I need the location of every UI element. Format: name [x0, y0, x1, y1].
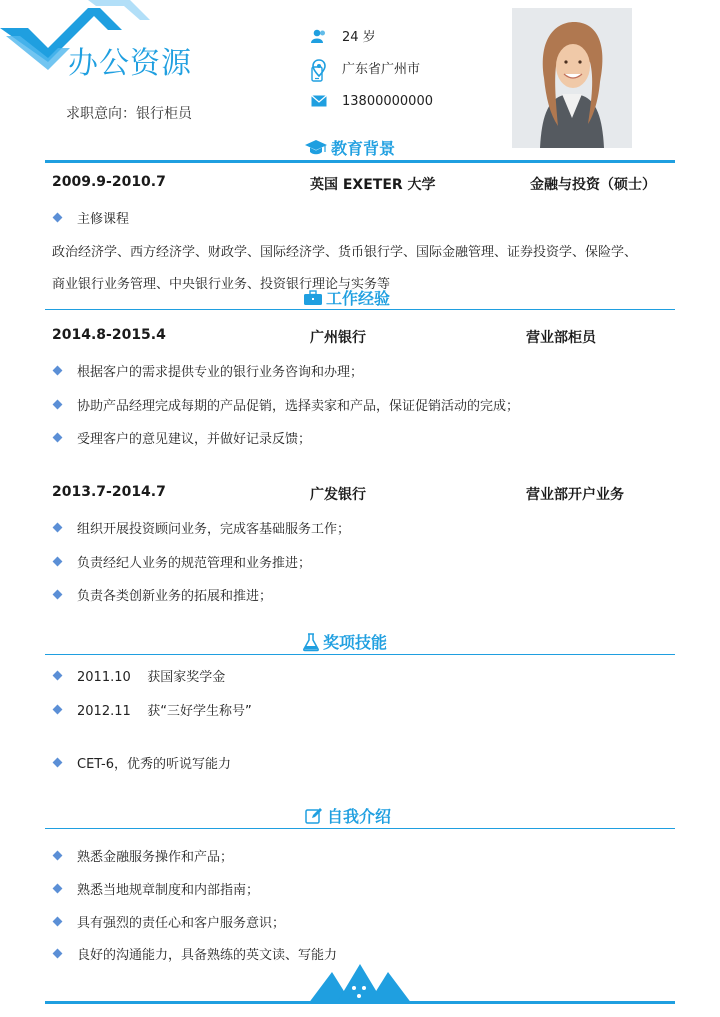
duty-text: 负责经纪人业务的规范管理和业务推进； — [77, 556, 312, 571]
award-text: CET-6，优秀的听说写能力 — [77, 757, 232, 772]
courses-line-2: 商业银行业务管理、中央银行业务、投资银行理论与实务等 — [52, 277, 391, 292]
flask-icon — [303, 633, 319, 651]
diamond-bullet-icon — [53, 590, 63, 600]
diamond-bullet-icon — [53, 758, 63, 768]
duty-text: 根据客户的需求提供专业的银行业务咨询和办理； — [77, 365, 364, 380]
mail-icon — [310, 92, 328, 110]
award-text: 2011.10 获国家奖学金 — [77, 670, 226, 685]
section-divider — [45, 828, 675, 829]
award-text: 2012.11 获“三好学生称号” — [77, 704, 252, 719]
list-item — [52, 666, 225, 685]
diamond-bullet-icon — [53, 949, 63, 959]
diamond-bullet-icon — [53, 523, 63, 533]
diamond-bullet-icon — [53, 400, 63, 410]
list-item — [52, 208, 129, 227]
section-divider — [45, 309, 675, 310]
person-icon — [310, 27, 328, 45]
graduation-cap-icon — [305, 139, 327, 157]
self-intro-text: 熟悉当地规章制度和内部指南； — [77, 883, 260, 898]
section-divider — [45, 654, 675, 655]
edit-icon — [305, 807, 323, 825]
self-intro-text: 具有强烈的责任心和客户服务意识； — [77, 916, 286, 931]
job-company: 广发银行 — [310, 487, 366, 503]
footer-mountain-icon — [308, 962, 412, 1004]
section-awards-label: 奖项技能 — [323, 633, 388, 652]
education-period: 2009.9-2010.7 — [52, 174, 166, 190]
list-item — [52, 518, 350, 537]
section-self-intro — [305, 804, 391, 827]
job-intent: 求职意向：银行柜员 — [66, 106, 192, 122]
diamond-bullet-icon — [53, 705, 63, 715]
section-education — [305, 136, 395, 159]
footer-divider — [45, 1001, 675, 1004]
job-period: 2013.7-2014.7 — [52, 484, 166, 500]
courses-label: 主修课程 — [77, 212, 130, 227]
phone-text: 13800000000 — [342, 93, 433, 109]
list-item — [52, 912, 285, 931]
list-item — [52, 879, 259, 898]
job-period: 2014.8-2015.4 — [52, 327, 166, 343]
section-education-label: 教育背景 — [331, 139, 396, 158]
section-divider — [45, 160, 675, 163]
section-awards — [303, 630, 387, 653]
diamond-bullet-icon — [53, 366, 63, 376]
job-role: 营业部柜员 — [526, 330, 596, 346]
diamond-bullet-icon — [53, 433, 63, 443]
age-text: 24 岁 — [342, 30, 376, 45]
diamond-bullet-icon — [53, 213, 63, 223]
self-intro-text: 熟悉金融服务操作和产品； — [77, 850, 234, 865]
education-degree: 金融与投资（硕士） — [530, 177, 656, 193]
list-item — [52, 552, 311, 571]
diamond-bullet-icon — [53, 671, 63, 681]
list-item — [52, 395, 519, 414]
courses-line-1: 政治经济学、西方经济学、财政学、国际经济学、货币银行学、国际金融管理、证券投资学、保险学、 — [52, 245, 638, 260]
phone-row — [310, 92, 433, 110]
job-header-row — [52, 484, 652, 504]
diamond-bullet-icon — [53, 851, 63, 861]
education-header-row — [52, 174, 656, 194]
location-row — [310, 58, 420, 77]
self-intro-text: 良好的沟通能力，具备熟练的英文读、写能力 — [77, 948, 338, 963]
diamond-bullet-icon — [53, 884, 63, 894]
job-role: 营业部开户业务 — [526, 487, 624, 503]
list-item — [52, 846, 233, 865]
diamond-bullet-icon — [53, 557, 63, 567]
section-self-intro-label: 自我介绍 — [327, 807, 392, 826]
diamond-bullet-icon — [53, 917, 63, 927]
age-row — [310, 26, 376, 45]
duty-text: 受理客户的意见建议，并做好记录反馈； — [77, 432, 312, 447]
job-header-row — [52, 327, 652, 347]
list-item — [52, 361, 363, 380]
duty-text: 负责各类创新业务的拓展和推进； — [77, 589, 273, 604]
list-item — [52, 585, 272, 604]
list-item — [52, 753, 231, 772]
list-item — [52, 700, 252, 719]
section-work-label: 工作经验 — [326, 289, 391, 308]
briefcase-icon — [304, 291, 322, 305]
location-text: 广东省广州市 — [342, 62, 421, 77]
education-school: 英国 EXETER 大学 — [310, 177, 436, 193]
duty-text: 组织开展投资顾问业务，完成客基础服务工作； — [77, 522, 351, 537]
job-company: 广州银行 — [310, 330, 366, 346]
phone-icon — [311, 66, 323, 82]
list-item — [52, 944, 338, 963]
list-item — [52, 428, 311, 447]
resume-name: 办公资源 — [68, 46, 192, 81]
section-work — [304, 286, 390, 309]
duty-text: 协助产品经理完成每期的产品促销，选择卖家和产品，保证促销活动的完成； — [77, 399, 520, 414]
profile-photo — [512, 8, 632, 148]
